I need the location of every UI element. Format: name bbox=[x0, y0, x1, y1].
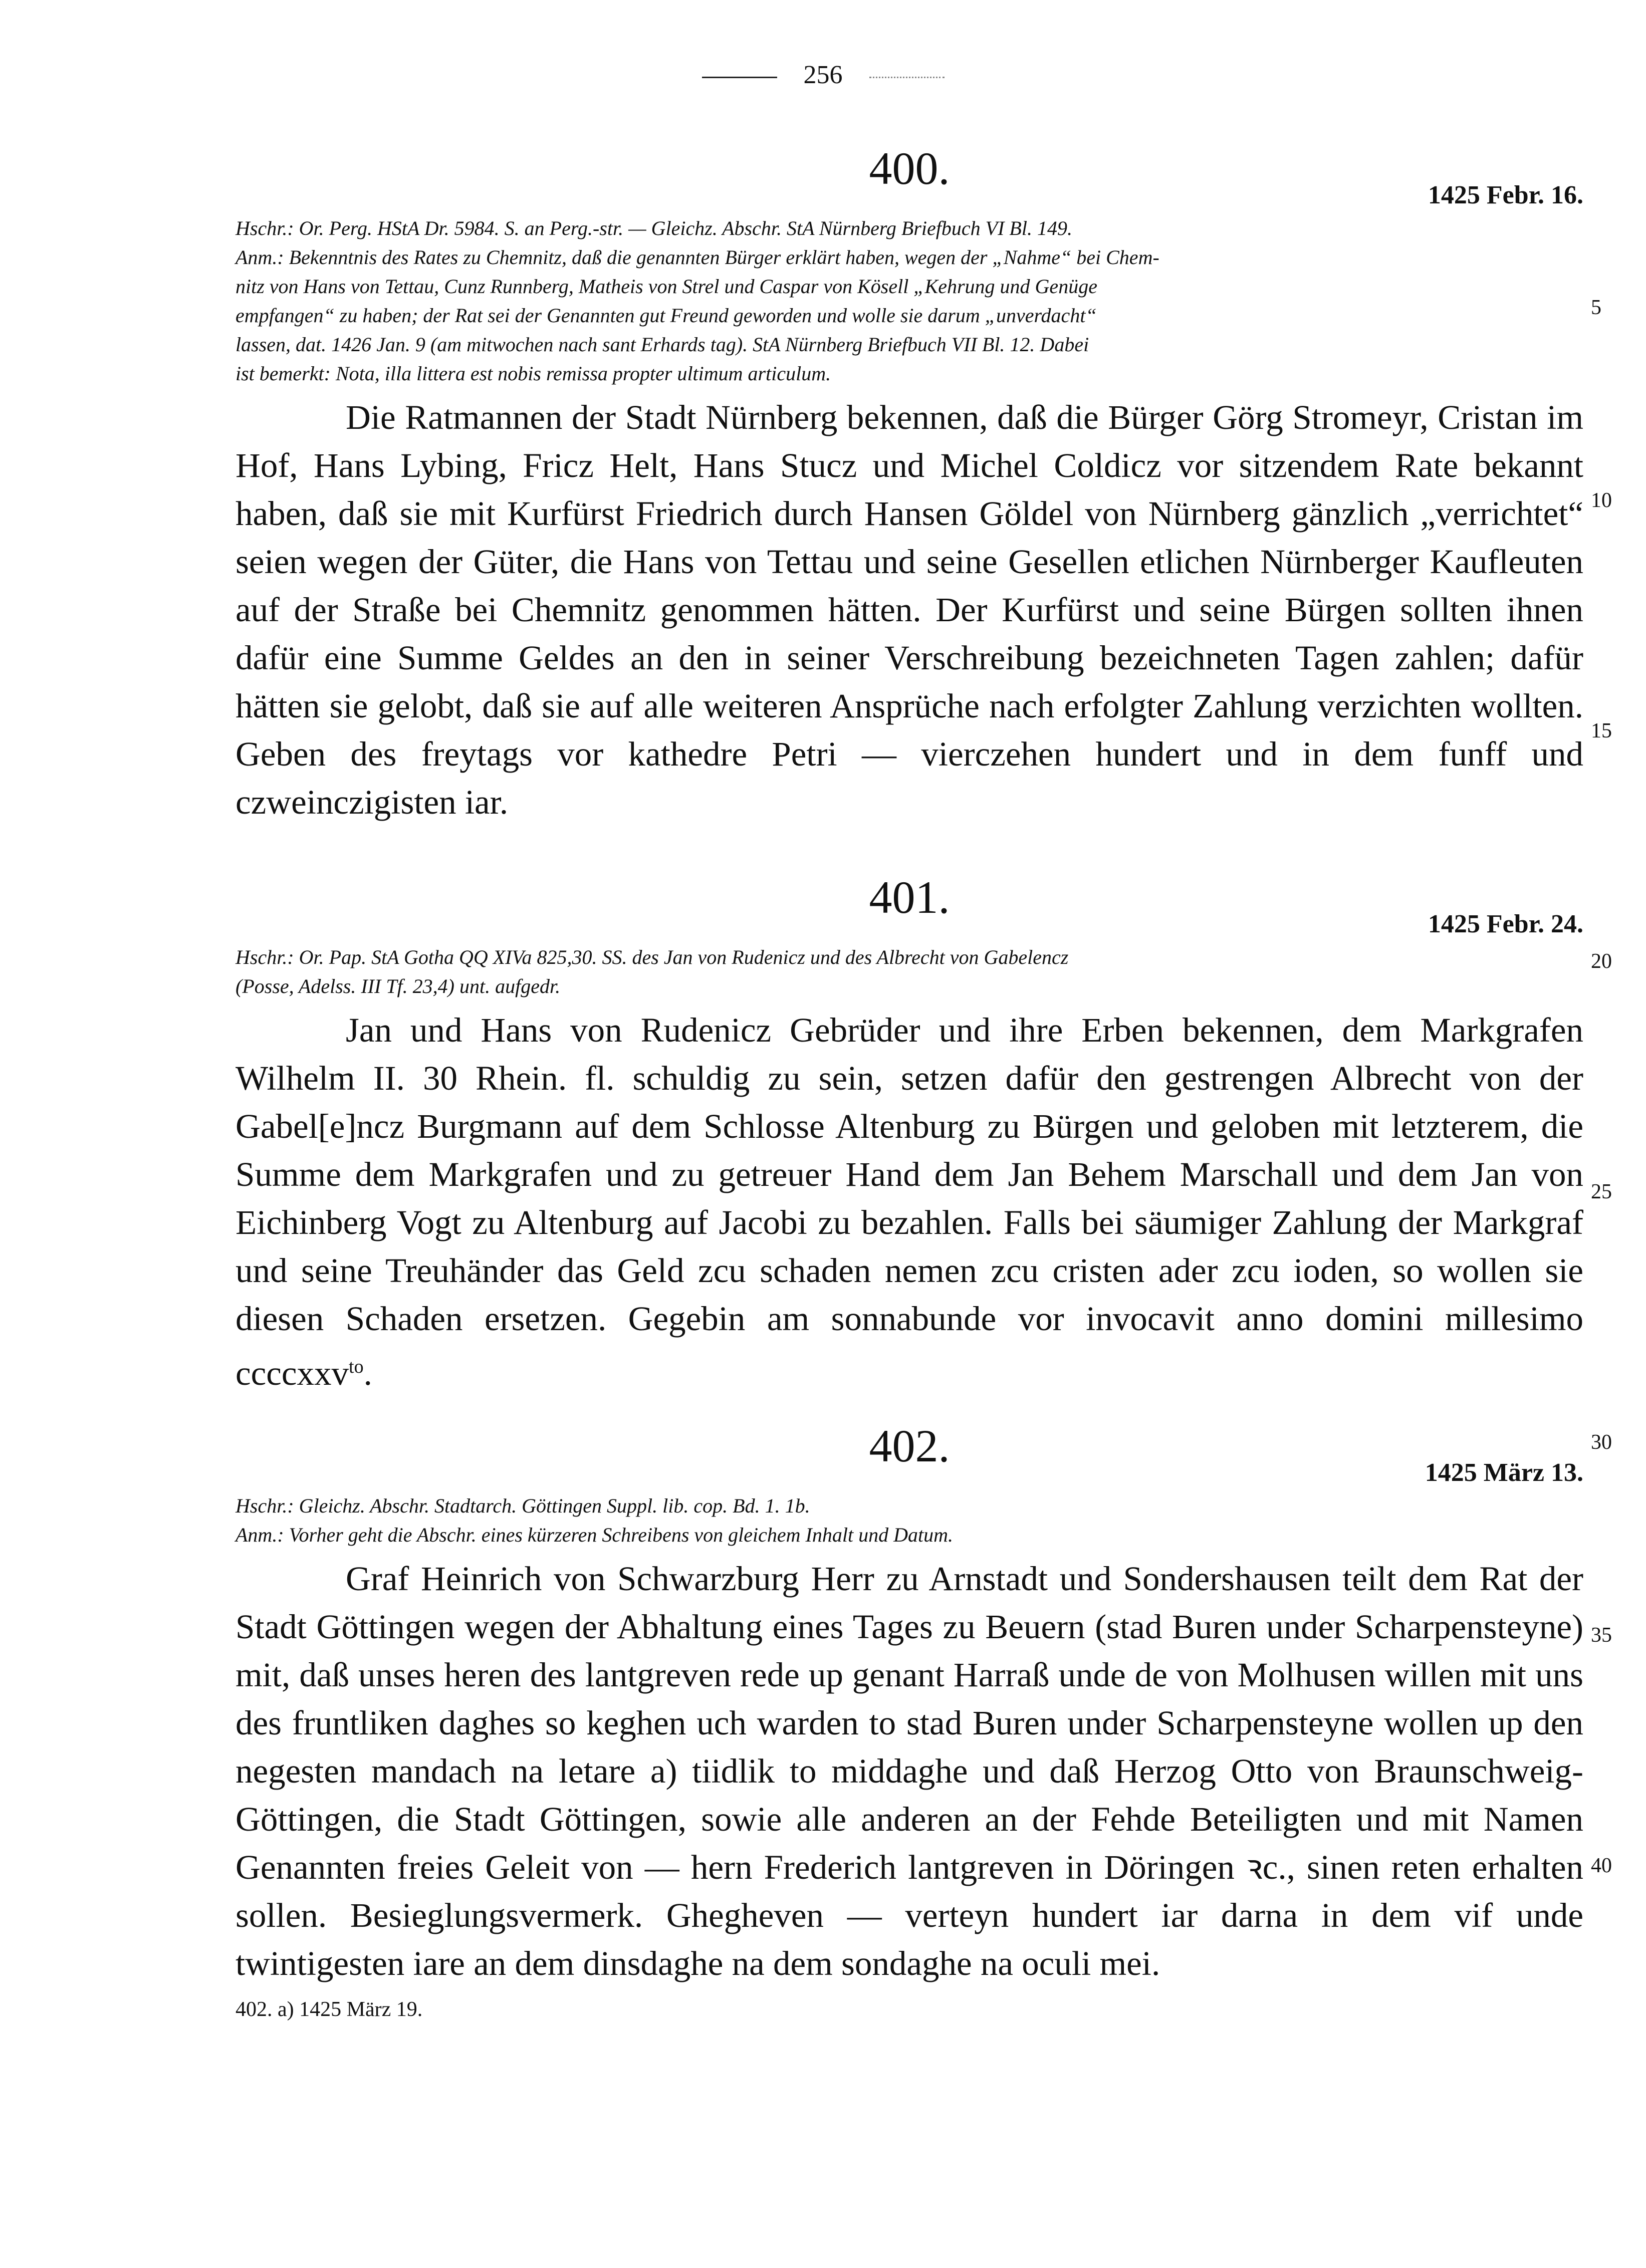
line-number: 20 bbox=[1591, 950, 1612, 973]
apparatus-line: Hschr.: Gleichz. Abschr. Stadtarch. Göttingen Suppl. lib. cop. Bd. 1. 1b. bbox=[236, 1494, 810, 1517]
document-date: 1425 März 13. bbox=[1425, 1458, 1583, 1487]
document-number: 401. bbox=[869, 872, 950, 923]
apparatus-line: Hschr.: Or. Pap. StA Gotha QQ XIVa 825,30. SS. des Jan von Rudenicz und des Albrecht von Gabelencz bbox=[236, 946, 1069, 968]
regest-paragraph: Die Ratmannen der Stadt Nürnberg bekennen, daß die Bürger Görg Stromeyr, Cristan im Hof, Hans Lybing, Fricz Helt, Hans Stucz und Michel Coldicz vor sitzendem Rate bekannt haben, daß sie mit Kurfürst Friedrich durch Hansen Göldel von Nürnberg gänzlich „verrichtet“ seien wegen der Güter, die Hans von Tettau und seine Gesellen etlichen Nürnberger Kaufleuten auf der Straße bei Chemnitz genommen hätten. Der Kurfürst und seine Bürgen sollten ihnen dafür eine Summe Geldes an den in seiner Verschreibung bezeichneten Tagen zahlen; dafür hätten sie gelobt, daß sie auf alle weiteren Ansprüche nach erfolgter Zahlung verzichten wollten. Geben des freytags vor kathedre Petri — vierczehen hundert und in dem funff und czweinczigisten iar. bbox=[236, 398, 1583, 821]
line-number: 25 bbox=[1591, 1180, 1612, 1203]
apparatus-line: nitz von Hans von Tettau, Cunz Runnberg, Matheis von Strel und Caspar von Kösell „Kehrung und Genüge bbox=[236, 275, 1097, 298]
apparatus-line: Anm.: Bekenntnis des Rates zu Chemnitz, daß die genannten Bürger erklärt haben, wegen der „Nahme“ bei Chem- bbox=[236, 246, 1159, 269]
document-date: 1425 Febr. 24. bbox=[1428, 910, 1583, 938]
apparatus-line: Anm.: Vorher geht die Abschr. eines kürzeren Schreibens von gleichem Inhalt und Datum. bbox=[236, 1524, 953, 1546]
document-number: 400. bbox=[869, 143, 950, 194]
page-number: 256 bbox=[803, 61, 843, 89]
line-number: 10 bbox=[1591, 489, 1612, 512]
apparatus-line: lassen, dat. 1426 Jan. 9 (am mitwochen nach sant Erhards tag). StA Nürnberg Briefbuch VII Bl. 12. Dabei bbox=[236, 333, 1089, 356]
superscript: to bbox=[349, 1356, 364, 1377]
document-402 bbox=[236, 1420, 1583, 2022]
line-number: 5 bbox=[1591, 296, 1601, 319]
regest-text bbox=[236, 393, 1583, 826]
line-number: 40 bbox=[1591, 1854, 1612, 1877]
header-rule-left bbox=[702, 77, 777, 78]
regest-paragraph: Graf Heinrich von Schwarzburg Herr zu Arnstadt und Sondershausen teilt dem Rat der Stadt Göttingen wegen der Abhaltung eines Tages zu Beuern (stad Buren under Scharpensteyne) mit, daß unses heren des lantgreven rede up genant Harraß unde de von Molhusen willen mit uns des fruntliken daghes so keghen uch warden to stad Buren under Scharpensteyne wollen up den negesten mandach na letare a) tiidlik to middaghe und daß Herzog Otto von Braunschweig-Göttingen, die Stadt Göttingen, sowie alle anderen an der Fehde Beteiligten und mit Namen Genannten freies Geleit von — hern Frederich lantgreven in Döringen ꝛc., sinen reten erhalten sollen. Besieglungsvermerk. Ghegheven — verteyn hundert iar darna in dem vif unde twintigesten iare an dem dinsdaghe na dem sondaghe na oculi mei. bbox=[236, 1560, 1583, 1982]
footnote: 402. a) 1425 März 19. bbox=[236, 1998, 423, 2021]
document-date: 1425 Febr. 16. bbox=[1428, 181, 1583, 209]
document-401 bbox=[236, 874, 1583, 1397]
page-header bbox=[0, 60, 1646, 90]
apparatus-line: ist bemerkt: Nota, illa littera est nobis remissa propter ultimum articulum. bbox=[236, 362, 831, 385]
line-number: 35 bbox=[1591, 1624, 1612, 1647]
regest-paragraph-text: Jan und Hans von Rudenicz Gebrüder und ihre Erben bekennen, dem Markgrafen Wilhelm II. 30 Rhein. fl. schuldig zu sein, setzen dafür den gestrengen Albrecht von der Gabel[e]ncz Burgmann auf dem Schlosse Altenburg zu Bürgen und geloben mit letzterem, die Summe dem Markgrafen und zu getreuer Hand dem Jan Behem Marschall und dem Jan von Eichinberg Vogt zu Altenburg auf Jacobi zu bezahlen. Falls bei säumiger Zahlung der Markgraf und seine Treuhänder das Geld zcu schaden nemen zcu cristen ader zcu ioden, so wollen sie diesen Schaden ersetzen. Gegebin am sonnabunde vor invocavit anno domini millesimo ccccxxv bbox=[236, 1011, 1583, 1392]
critical-apparatus bbox=[236, 943, 1583, 1001]
apparatus-line: Hschr.: Or. Perg. HStA Dr. 5984. S. an Perg.-str. — Gleichz. Abschr. StA Nürnberg Briefbuch VI Bl. 149. bbox=[236, 217, 1072, 239]
line-number: 30 bbox=[1591, 1431, 1612, 1454]
document-400 bbox=[236, 145, 1583, 826]
apparatus-line: empfangen“ zu haben; der Rat sei der Genannten gut Freund geworden und wolle sie darum „unverdacht“ bbox=[236, 304, 1097, 327]
regest-paragraph: Jan und Hans von Rudenicz Gebrüder und ihre Erben bekennen, dem Markgrafen Wilhelm II. 30 Rhein. fl. schuldig zu sein, setzen dafür den gestrengen Albrecht von der Gabel[e]ncz Burgmann auf dem Schlosse Altenburg zu Bürgen und geloben mit letzterem, die Summe dem Markgrafen und zu getreuer Hand dem Jan Behem Marschall und dem Jan von Eichinberg Vogt zu Altenburg auf Jacobi zu bezahlen. Falls bei säumiger Zahlung der Markgraf und seine Treuhänder das Geld zcu schaden nemen zcu cristen ader zcu ioden, so wollen sie diesen Schaden ersetzen. Gegebin am sonnabunde vor invocavit anno domini millesimo ccccxxv$^{to}$. bbox=[236, 1011, 1583, 1392]
critical-apparatus bbox=[236, 214, 1583, 388]
line-number: 15 bbox=[1591, 719, 1612, 742]
apparatus-line: (Posse, Adelss. III Tf. 23,4) unt. aufgedr. bbox=[236, 975, 561, 997]
regest-text bbox=[236, 1555, 1583, 1987]
regest-text bbox=[236, 1006, 1583, 1397]
document-number: 402. bbox=[869, 1420, 950, 1471]
critical-apparatus bbox=[236, 1491, 1583, 1550]
header-rule-right bbox=[869, 77, 945, 78]
